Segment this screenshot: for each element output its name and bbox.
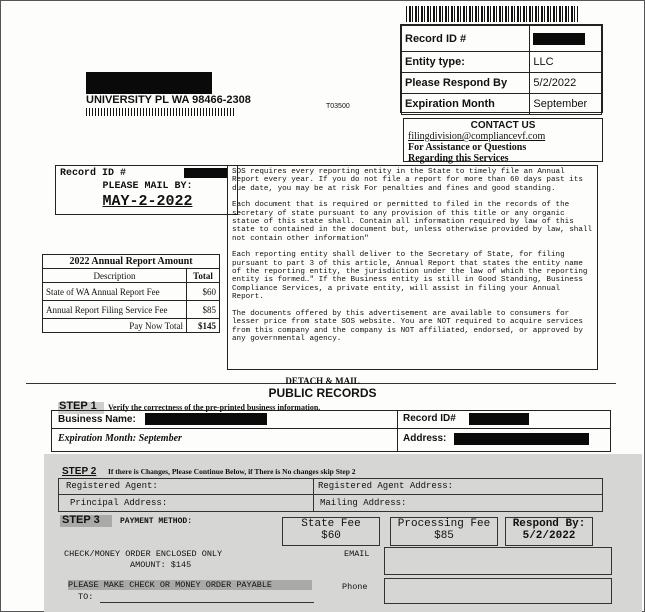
processing-fee-value: $85 [434,530,454,542]
top-barcode [406,6,578,22]
contact-line2: Regarding this Services [408,153,509,164]
step2-hline [58,494,603,495]
respond-by-label: Please Respond By [402,73,530,94]
fee-table [42,254,220,333]
expiration-value: September [530,94,602,115]
notice-paragraph: The documents offered by this advertisement are available to consumers for lesser price from state SOS website. You are NOT required to acquire services from this company and the company is NOT affiliated, endorsed, or approved by any governmental agency. [232,309,583,343]
redaction-bar [145,413,267,425]
city-line: UNIVERSITY PL WA 98466-2308 [86,94,251,106]
contact-email[interactable]: filingdivision@compliancevf.com [408,131,546,142]
step2-text: If there is Changes, Please Continue Below, if There is No changes skip Step 2 [108,467,356,476]
phone-label: Phone [342,582,368,592]
step2-label: STEP 2 [62,466,97,477]
fee-pay-total: $145 [187,319,220,333]
record-id-value [530,26,602,52]
postal-barcode [86,108,236,116]
contact-title: CONTACT US [470,120,536,131]
step1-hline [51,428,611,429]
payable-to-line [100,602,314,603]
code-text: T03500 [326,103,350,110]
to-label: TO: [78,592,94,602]
fee-col-description: Description [43,269,187,283]
fee-row-total: $60 [187,283,220,301]
email-input[interactable] [384,547,612,575]
respond-by-box-label: Respond By: [512,518,586,530]
record-info-box [400,24,603,113]
fee-row-total: $85 [187,301,220,319]
fee-row-description: Annual Report Filing Service Fee [43,301,187,319]
amount-line: AMOUNT: $145 [130,560,192,570]
payment-method-label: PAYMENT METHOD: [120,517,193,526]
state-fee-label: State Fee [301,518,361,530]
state-fee-value: $60 [321,530,341,542]
mail-by-box [55,165,238,215]
check-enclosed-line: CHECK/MONEY ORDER ENCLOSED ONLY [64,549,223,559]
principal-address-input[interactable]: Principal Address: [70,498,168,508]
record-id-label: Record ID # [402,26,530,52]
fee-col-total: Total [187,269,220,283]
redaction-bar [533,33,585,45]
please-mail-label: PLEASE MAIL BY: [102,181,193,192]
payable-line: PLEASE MAKE CHECK OR MONEY ORDER PAYABLE [68,580,273,590]
redaction-bar [454,433,589,445]
address-field-label: Address: [403,433,447,444]
step1-label: STEP 1 [59,400,97,412]
step1-text: Verify the correctness of the pre-printed business information. [108,403,321,412]
step2-divider [313,478,314,512]
notice-paragraph: SOS requires every reporting entity in the State to timely file an Annual Report every year. If you do not file a report for more than 60 days past its due date, you may be at risk For penalties and fines and good standing. [232,168,583,193]
redaction-bar [469,413,529,425]
fee-pay-label: Pay Now Total [43,319,187,333]
mail-by-date: MAY-2-2022 [102,193,193,210]
business-name-label: Business Name: [58,414,136,425]
notice-paragraph: Each reporting entity shall deliver to the Secretary of State, for filing pursuant to part 3 of this article, Annual Report that states the entity name of the reporting entity, the jurisdiction under the law of which the reporting entity is formed…" If the Business entity is still in Good Standing, Business Compliance Services, a private entity, will assist in filing your Annual Report. [232,251,588,302]
phone-input[interactable] [384,578,612,604]
redaction-bar [184,168,228,178]
respond-by-box-value: 5/2/2022 [522,530,576,542]
processing-fee-label: Processing Fee [397,518,491,530]
contact-line1: For Assistance or Questions [408,142,527,153]
entity-type-label: Entity type: [402,52,530,73]
mailing-address-input[interactable]: Mailing Address: [320,498,407,508]
expiration-month-label: Expiration Month: September [58,433,182,444]
address-redaction [86,72,212,94]
step1-divider [397,410,398,452]
fee-table-title: 2022 Annual Report Amount [43,255,220,269]
email-label: EMAIL [344,549,370,559]
record-id-field-label: Record ID# [403,413,456,424]
detach-label: DETACH & MAIL [285,376,360,386]
respond-by-value: 5/2/2022 [530,73,602,94]
notice-paragraph: Each document that is required or permitted to filed in the records of the secretary of state pursuant to any provision of this title or any organic statue of this state shall. Contain all information required by law of this state to contained in the document but, unless otherwise provided by law, shall not contain other information" [232,201,593,243]
registered-agent-address-input[interactable]: Registered Agent Address: [318,481,454,491]
public-records-title: PUBLIC RECORDS [268,386,377,400]
notice-box [227,165,598,370]
processing-fee-box [390,517,498,546]
mail-record-label: Record ID # [60,168,127,179]
contact-box [403,118,603,162]
registered-agent-input[interactable]: Registered Agent: [66,481,158,491]
entity-type-value: LLC [530,52,602,73]
respond-by-box [505,517,593,546]
step3-label: STEP 3 [62,514,100,526]
state-fee-box [282,517,380,546]
fee-row-description: State of WA Annual Report Fee [43,283,187,301]
expiration-label: Expiration Month [402,94,530,115]
